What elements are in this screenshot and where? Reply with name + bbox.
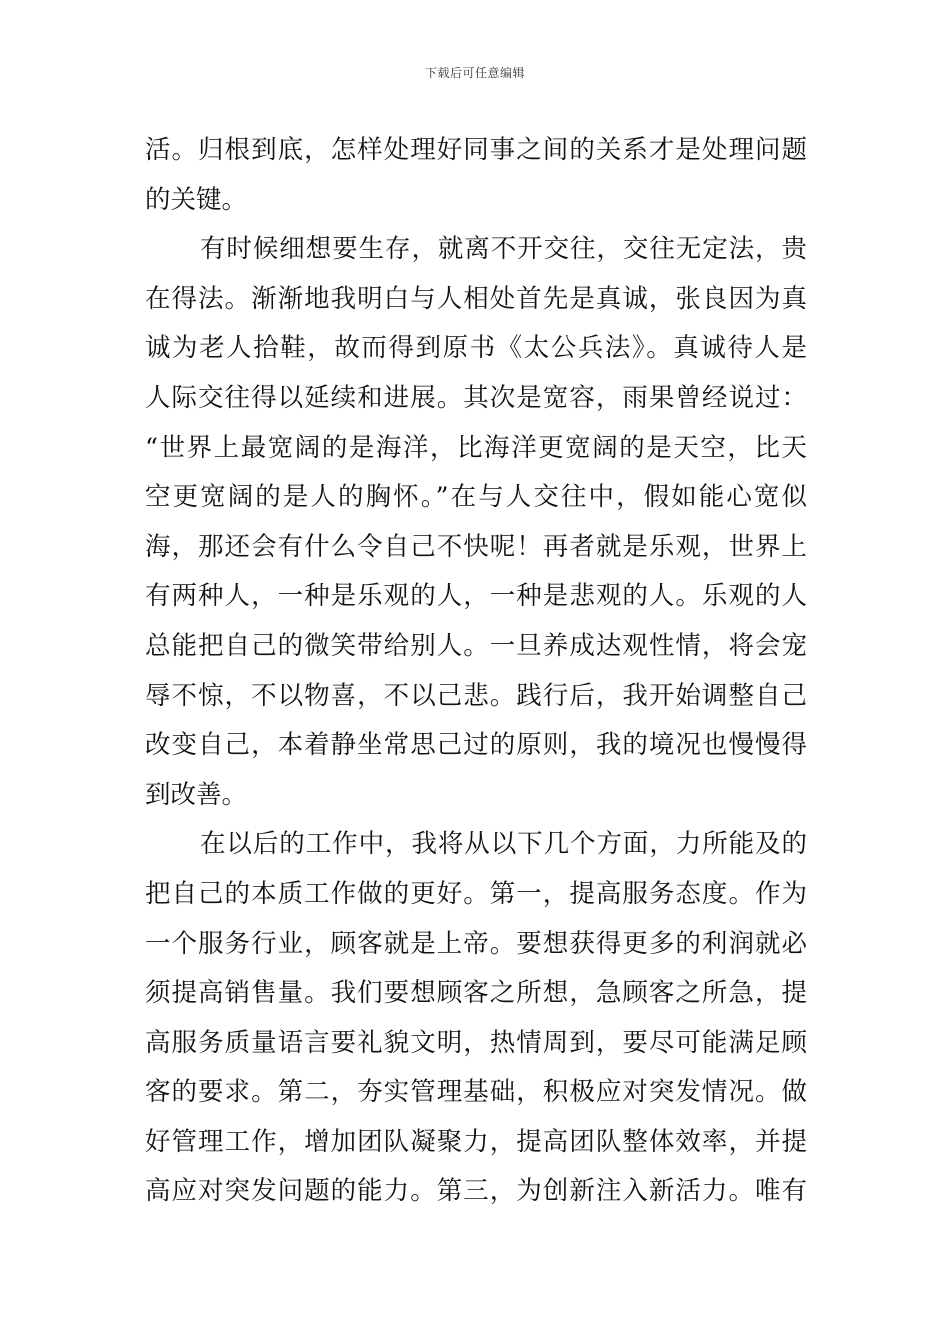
text-line: 高应对突发问题的能力。第三，为创新注入新活力。唯有	[145, 1176, 807, 1207]
text-line: 客的要求。第二，夯实管理基础，积极应对突发情况。做	[145, 1077, 807, 1108]
text-line: 空更宽阔的是人的胸怀。”在与人交往中，假如能心宽似	[145, 482, 807, 513]
text-line: 人际交往得以延续和进展。其次是宽容，雨果曾经说过：	[145, 382, 807, 413]
text-line: 辱不惊，不以物喜，不以己悲。践行后，我开始调整自己	[145, 680, 807, 711]
paragraph	[145, 126, 807, 225]
text-line: 改变自己，本着静坐常思己过的原则，我的境况也慢慢得	[145, 730, 807, 761]
text-line: 一个服务行业，顾客就是上帝。要想获得更多的利润就必	[145, 928, 807, 959]
text-line: 在以后的工作中，我将从以下几个方面，力所能及的	[200, 829, 807, 860]
text-line: “世界上最宽阔的是海洋，比海洋更宽阔的是天空，比天	[145, 432, 807, 463]
text-line: 把自己的本质工作做的更好。第一，提高服务态度。作为	[145, 878, 807, 909]
text-line: 好管理工作，增加团队凝聚力，提高团队整体效率，并提	[145, 1126, 807, 1157]
paragraph	[145, 225, 807, 820]
text-line: 有时候细想要生存，就离不开交往，交往无定法，贵	[200, 234, 807, 265]
text-line: 活。归根到底，怎样处理好同事之间的关系才是处理问题	[145, 135, 807, 165]
text-line: 诚为老人拾鞋，故而得到原书《太公兵法》。真诚待人是	[145, 333, 807, 364]
text-line: 海，那还会有什么令自己不快呢！再者就是乐观，世界上	[145, 531, 807, 562]
text-line: 有两种人，一种是乐观的人，一种是悲观的人。乐观的人	[145, 581, 807, 612]
text-line: 须提高销售量。我们要想顾客之所想，急顾客之所急，提	[145, 978, 807, 1009]
text-line: 总能把自己的微笑带给别人。一旦养成达观性情，将会宠	[145, 630, 807, 661]
text-line: 高服务质量语言要礼貌文明，热情周到，要尽可能满足顾	[145, 1027, 807, 1058]
paragraph	[145, 820, 807, 1217]
text-line: 的关键。	[145, 184, 248, 215]
text-line: 到改善。	[145, 779, 248, 810]
text-line: 在得法。渐渐地我明白与人相处首先是真诚，张良因为真	[145, 283, 807, 314]
page-header: 下载后可任意编辑	[424, 66, 525, 80]
document-body	[145, 126, 807, 1217]
